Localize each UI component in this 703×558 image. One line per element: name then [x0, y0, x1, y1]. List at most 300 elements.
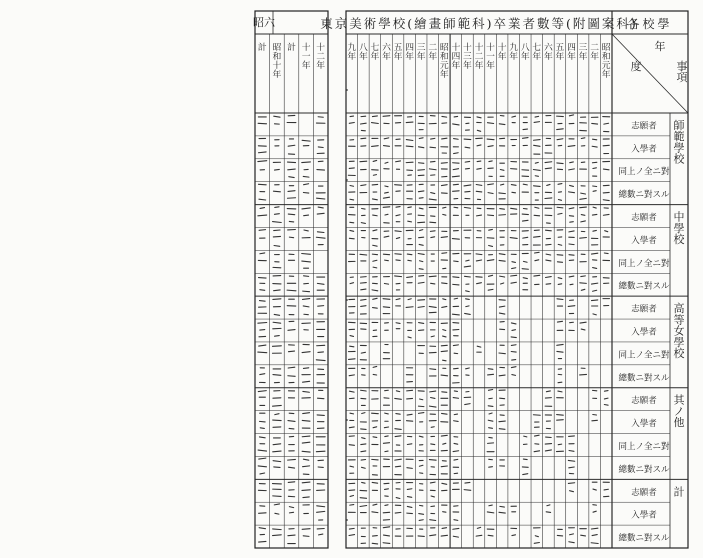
handwritten-mark	[591, 283, 597, 284]
handwritten-mark	[304, 184, 309, 185]
handwritten-mark	[361, 467, 365, 468]
handwritten-mark	[593, 511, 596, 512]
handwritten-mark	[442, 116, 447, 117]
handwritten-mark	[568, 483, 574, 484]
row-label: 總數ニ對スル	[618, 190, 670, 201]
handwritten-mark	[453, 124, 459, 125]
handwritten-mark	[443, 330, 446, 331]
handwritten-mark	[580, 322, 586, 323]
handwritten-mark	[429, 306, 436, 307]
row-label: 入學者	[631, 144, 657, 155]
row-label: 同上ノ全ニ對	[618, 441, 670, 452]
handwritten-mark	[523, 129, 527, 130]
handwritten-mark	[557, 344, 563, 345]
handwritten-mark	[443, 336, 446, 337]
handwritten-mark	[302, 208, 310, 209]
handwritten-mark	[318, 306, 324, 307]
handwritten-mark	[512, 268, 516, 269]
handwritten-mark	[454, 443, 458, 444]
row-label: 同上ノ全ニ對	[618, 258, 670, 269]
handwritten-mark	[302, 529, 310, 530]
handwritten-mark	[350, 495, 353, 496]
handwritten-mark	[274, 116, 280, 117]
handwritten-mark	[289, 512, 293, 513]
handwritten-mark	[442, 138, 447, 139]
handwritten-mark	[407, 489, 412, 490]
handwritten-mark	[464, 185, 471, 186]
handwritten-mark	[547, 505, 550, 506]
handwritten-mark	[385, 436, 388, 437]
handwritten-mark	[258, 161, 267, 162]
handwritten-mark	[420, 261, 423, 262]
handwritten-mark	[274, 290, 281, 291]
row-label: 入學者	[631, 235, 657, 246]
handwritten-mark	[419, 520, 423, 521]
handwritten-mark	[558, 444, 561, 445]
handwritten-mark	[407, 444, 411, 445]
handwritten-mark	[361, 123, 367, 124]
handwritten-mark	[512, 535, 516, 536]
handwritten-mark	[442, 306, 447, 307]
handwritten-mark	[557, 262, 562, 263]
handwritten-mark	[273, 299, 281, 300]
handwritten-mark	[489, 229, 493, 230]
handwritten-mark	[429, 199, 436, 200]
handwritten-mark	[489, 161, 492, 162]
handwritten-mark	[383, 254, 389, 255]
handwritten-mark	[259, 230, 265, 231]
handwritten-mark	[418, 413, 423, 414]
handwritten-mark	[603, 200, 609, 201]
handwritten-mark	[373, 374, 376, 375]
handwritten-mark	[488, 193, 493, 194]
handwritten-mark	[289, 507, 293, 508]
handwritten-mark	[464, 266, 470, 267]
handwritten-mark	[383, 116, 390, 117]
handwritten-mark	[488, 389, 492, 390]
handwritten-mark	[429, 460, 436, 461]
year-header: 四年	[567, 43, 576, 62]
handwritten-mark	[373, 298, 377, 299]
handwritten-mark	[303, 291, 310, 292]
handwritten-mark	[288, 169, 295, 170]
handwritten-mark	[349, 427, 354, 428]
year-header: 十四年	[451, 43, 461, 71]
handwritten-mark	[466, 260, 469, 261]
handwritten-mark	[273, 529, 282, 530]
handwritten-mark	[466, 306, 469, 307]
handwritten-mark	[274, 504, 279, 505]
row-group-4: 計	[673, 485, 685, 499]
handwritten-mark	[522, 220, 528, 221]
handwritten-mark	[303, 413, 310, 414]
handwritten-mark	[288, 482, 294, 483]
handwritten-mark	[558, 244, 561, 245]
handwritten-mark	[273, 535, 282, 536]
handwritten-mark	[557, 321, 562, 322]
handwritten-mark	[500, 276, 505, 277]
handwritten-mark	[317, 232, 324, 233]
handwritten-mark	[372, 199, 377, 200]
handwritten-mark	[407, 421, 413, 422]
handwritten-mark	[477, 145, 481, 146]
handwritten-mark	[419, 436, 423, 437]
handwritten-mark	[275, 513, 279, 514]
handwritten-mark	[302, 442, 310, 443]
handwritten-mark	[349, 490, 355, 491]
handwritten-mark	[383, 543, 390, 544]
handwritten-mark	[535, 252, 540, 253]
handwritten-mark	[569, 542, 574, 543]
handwritten-mark	[545, 230, 551, 231]
handwritten-mark	[349, 168, 354, 169]
handwritten-mark	[454, 139, 459, 140]
handwritten-mark	[430, 147, 435, 148]
handwritten-mark	[569, 276, 574, 277]
handwritten-mark	[302, 254, 311, 255]
handwritten-mark	[349, 122, 354, 123]
handwritten-mark	[591, 543, 598, 544]
year-header: 六年	[382, 43, 391, 62]
handwritten-mark	[592, 146, 597, 147]
handwritten-mark	[454, 298, 457, 299]
handwritten-mark	[558, 184, 562, 185]
handwritten-mark	[431, 283, 435, 284]
handwritten-mark	[349, 528, 354, 529]
handwritten-mark	[383, 299, 390, 300]
handwritten-mark	[441, 375, 447, 376]
handwritten-mark	[407, 497, 411, 498]
year-header: 十二年	[474, 43, 484, 71]
handwritten-mark	[302, 261, 311, 262]
handwritten-mark	[533, 415, 540, 416]
handwritten-mark	[373, 536, 378, 537]
handwritten-mark	[420, 230, 423, 231]
gutter-dot	[346, 89, 348, 91]
handwritten-mark	[420, 505, 423, 506]
handwritten-mark	[372, 254, 377, 255]
handwritten-mark	[464, 490, 471, 491]
handwritten-mark	[360, 498, 366, 499]
handwritten-mark	[557, 415, 564, 416]
handwritten-mark	[258, 215, 267, 216]
year-header: 六年	[543, 43, 553, 62]
handwritten-mark	[511, 345, 516, 346]
handwritten-mark	[430, 161, 435, 162]
handwritten-mark	[273, 444, 281, 445]
handwritten-mark	[568, 460, 574, 461]
row-label: 同上ノ全ニ對	[618, 167, 670, 178]
handwritten-mark	[408, 337, 411, 338]
handwritten-mark	[274, 314, 279, 315]
handwritten-mark	[361, 444, 366, 445]
handwritten-mark	[317, 198, 325, 199]
handwritten-mark	[546, 244, 551, 245]
handwritten-mark	[303, 306, 309, 307]
handwritten-mark	[385, 192, 389, 193]
row-label: 總數ニ對スル	[618, 373, 670, 384]
handwritten-mark	[383, 527, 389, 528]
handwritten-mark	[259, 541, 266, 542]
handwritten-mark	[302, 420, 310, 421]
handwritten-mark	[420, 399, 423, 400]
handwritten-mark	[499, 429, 505, 430]
row-group-3: 其ノ他	[673, 393, 685, 430]
handwritten-mark	[288, 191, 295, 192]
handwritten-mark	[360, 161, 367, 162]
handwritten-mark	[288, 535, 295, 536]
handwritten-mark	[304, 276, 309, 277]
handwritten-mark	[431, 193, 435, 194]
handwritten-mark	[259, 437, 265, 438]
handwritten-mark	[273, 191, 280, 192]
handwritten-mark	[318, 207, 323, 208]
handwritten-mark	[259, 345, 266, 346]
corner-note: 昭六	[253, 16, 275, 29]
handwritten-mark	[443, 214, 446, 215]
handwritten-mark	[452, 239, 459, 240]
handwritten-mark	[534, 451, 539, 452]
handwritten-mark	[372, 512, 378, 513]
handwritten-mark	[558, 278, 562, 279]
handwritten-mark	[604, 398, 608, 399]
handwritten-mark	[289, 428, 294, 429]
year-header: 八年	[520, 43, 530, 62]
row-label: 總數ニ對スル	[618, 533, 670, 544]
handwritten-mark	[287, 162, 295, 163]
gutter-dot	[346, 179, 348, 181]
handwritten-mark	[581, 276, 586, 277]
handwritten-mark	[511, 337, 516, 338]
handwritten-mark	[499, 215, 506, 216]
handwritten-mark	[476, 191, 482, 192]
handwritten-mark	[395, 185, 402, 186]
handwritten-mark	[570, 534, 574, 535]
year-header: 十年	[497, 43, 507, 62]
handwritten-mark	[383, 443, 389, 444]
handwritten-mark	[511, 208, 517, 209]
handwritten-mark	[499, 512, 505, 513]
year-header: 七年	[532, 43, 542, 62]
handwritten-mark	[408, 260, 411, 261]
year-header: 十一年	[486, 43, 495, 71]
handwritten-mark	[453, 536, 458, 537]
handwritten-mark	[547, 184, 550, 185]
handwritten-mark	[274, 245, 280, 246]
handwritten-mark	[580, 237, 587, 238]
handwritten-mark	[349, 359, 355, 360]
handwritten-mark	[488, 443, 494, 444]
handwritten-mark	[523, 261, 527, 262]
handwritten-mark	[511, 185, 516, 186]
handwritten-mark	[569, 169, 575, 170]
handwritten-mark	[360, 254, 367, 255]
handwritten-mark	[361, 390, 367, 391]
handwritten-mark	[273, 451, 281, 452]
handwritten-mark	[385, 214, 388, 215]
handwritten-mark	[604, 489, 608, 490]
handwritten-mark	[429, 169, 436, 170]
handwritten-mark	[350, 346, 354, 347]
handwritten-mark	[592, 535, 597, 536]
handwritten-mark	[488, 184, 494, 185]
year-header: 計	[257, 43, 267, 53]
handwritten-mark	[523, 459, 527, 460]
handwritten-mark	[373, 308, 378, 309]
handwritten-mark	[534, 236, 541, 237]
handwritten-mark	[523, 237, 528, 238]
handwritten-mark	[319, 534, 323, 535]
handwritten-mark	[395, 254, 401, 255]
handwritten-mark	[499, 353, 505, 354]
handwritten-mark	[523, 474, 528, 475]
handwritten-mark	[593, 268, 597, 269]
handwritten-mark	[407, 506, 412, 507]
handwritten-mark	[488, 369, 493, 370]
handwritten-mark	[384, 146, 390, 147]
handwritten-mark	[303, 368, 308, 369]
handwritten-mark	[604, 405, 608, 406]
handwritten-mark	[569, 436, 575, 437]
handwritten-mark	[605, 231, 608, 232]
handwritten-mark	[452, 314, 459, 315]
handwritten-mark	[350, 116, 353, 117]
handwritten-mark	[534, 543, 539, 544]
handwritten-mark	[454, 207, 458, 208]
handwritten-mark	[275, 207, 279, 208]
handwritten-mark	[395, 466, 400, 467]
year-header: 三年	[578, 43, 588, 62]
handwritten-mark	[545, 444, 551, 445]
handwritten-mark	[511, 323, 516, 324]
row-label: 總數ニ對スル	[618, 281, 670, 292]
handwritten-mark	[288, 214, 294, 215]
handwritten-mark	[545, 162, 552, 163]
row-group-1: 中學校	[673, 210, 685, 247]
handwritten-mark	[511, 352, 516, 353]
handwritten-mark	[604, 123, 609, 124]
handwritten-mark	[593, 186, 597, 187]
handwritten-mark	[499, 124, 505, 125]
handwritten-mark	[407, 277, 413, 278]
handwritten-mark	[534, 140, 540, 141]
handwritten-mark	[273, 375, 281, 376]
handwritten-mark	[465, 313, 471, 314]
handwritten-mark	[487, 260, 494, 261]
handwritten-mark	[593, 191, 596, 192]
handwritten-mark	[545, 168, 551, 169]
handwritten-mark	[258, 466, 266, 467]
handwritten-mark	[396, 323, 400, 324]
handwritten-mark	[396, 299, 400, 300]
handwritten-mark	[464, 207, 470, 208]
handwritten-mark	[593, 230, 596, 231]
handwritten-mark	[383, 207, 390, 208]
handwritten-mark	[534, 145, 540, 146]
year-label: 年	[654, 40, 666, 53]
handwritten-mark	[373, 366, 377, 367]
handwritten-mark	[489, 505, 492, 506]
handwritten-mark	[258, 391, 266, 392]
handwritten-mark	[419, 323, 424, 324]
handwritten-mark	[361, 223, 365, 224]
handwritten-mark	[384, 283, 388, 284]
handwritten-mark	[288, 145, 295, 146]
handwritten-mark	[302, 436, 310, 437]
row-label: 志願者	[631, 213, 657, 224]
handwritten-mark	[373, 267, 377, 268]
handwritten-mark	[396, 498, 400, 499]
handwritten-mark	[418, 147, 423, 148]
handwritten-mark	[360, 283, 366, 284]
handwritten-mark	[487, 139, 494, 140]
handwritten-mark	[349, 535, 354, 536]
handwritten-mark	[302, 140, 310, 141]
handwritten-mark	[303, 466, 310, 467]
handwritten-mark	[406, 122, 413, 123]
handwritten-mark	[361, 277, 367, 278]
handwritten-mark	[558, 200, 561, 201]
handwritten-mark	[431, 444, 435, 445]
handwritten-mark	[258, 450, 266, 451]
handwritten-mark	[396, 161, 401, 162]
handwritten-mark	[288, 459, 296, 460]
handwritten-mark	[316, 360, 325, 361]
handwritten-mark	[557, 420, 564, 421]
handwritten-mark	[499, 421, 505, 422]
handwritten-mark	[569, 244, 574, 245]
handwritten-mark	[385, 489, 389, 490]
handwritten-mark	[591, 253, 597, 254]
handwritten-mark	[489, 437, 492, 438]
handwritten-mark	[592, 420, 597, 421]
handwritten-mark	[511, 275, 517, 276]
handwritten-mark	[593, 489, 596, 490]
gutter-dot	[346, 519, 348, 521]
handwritten-mark	[419, 244, 423, 245]
handwritten-mark	[349, 445, 354, 446]
handwritten-mark	[569, 255, 574, 256]
handwritten-mark	[511, 282, 516, 283]
handwritten-mark	[442, 413, 447, 414]
handwritten-mark	[275, 336, 280, 337]
handwritten-mark	[557, 255, 563, 256]
handwritten-mark	[499, 260, 505, 261]
handwritten-mark	[418, 222, 425, 223]
handwritten-mark	[592, 214, 596, 215]
handwritten-mark	[419, 208, 423, 209]
handwritten-mark	[453, 345, 458, 346]
handwritten-mark	[396, 391, 399, 392]
handwritten-mark	[304, 215, 309, 216]
handwritten-mark	[570, 491, 574, 492]
handwritten-mark	[489, 428, 493, 429]
handwritten-mark	[418, 191, 423, 192]
handwritten-mark	[429, 276, 436, 277]
handwritten-mark	[385, 413, 389, 414]
handwritten-mark	[430, 535, 436, 536]
handwritten-mark	[303, 459, 308, 460]
handwritten-mark	[258, 323, 267, 324]
handwritten-mark	[512, 262, 515, 263]
year-header: 二年	[590, 43, 600, 62]
handwritten-mark	[372, 413, 379, 414]
handwritten-mark	[288, 351, 294, 352]
handwritten-mark	[372, 459, 378, 460]
handwritten-mark	[476, 185, 482, 186]
handwritten-mark	[465, 276, 471, 277]
handwritten-mark	[303, 536, 309, 537]
